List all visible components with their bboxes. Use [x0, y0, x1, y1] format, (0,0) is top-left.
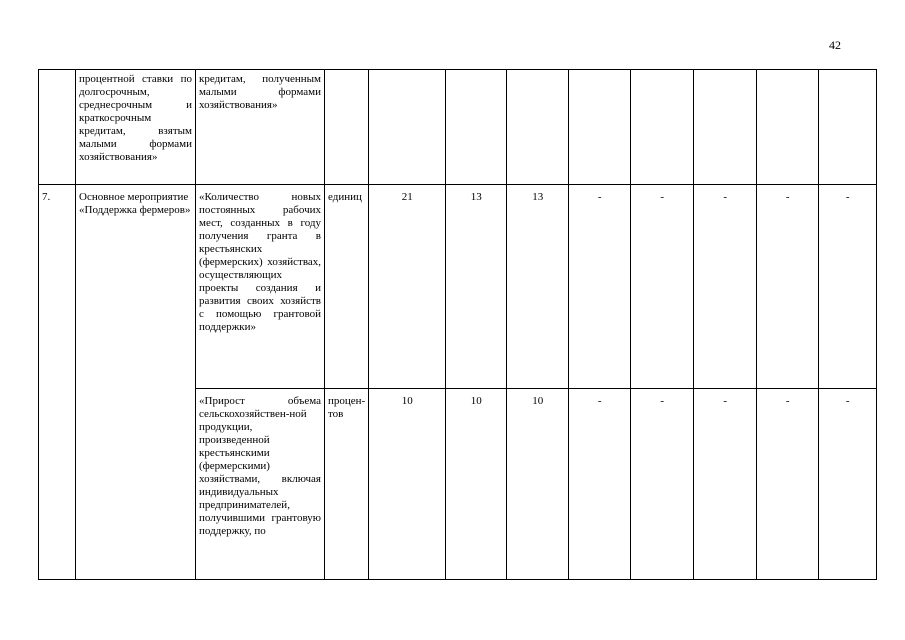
value-cell: -: [569, 185, 631, 389]
value-cell: [446, 70, 507, 185]
unit-cell: процен-тов: [325, 389, 369, 580]
value-cell: [507, 70, 569, 185]
value-cell: 10: [507, 389, 569, 580]
event-cell: процентной ставки по долгосрочным, среднесрочным и краткосрочным кредитам, взятым малыми формами хозяйствования»: [76, 70, 196, 185]
event-cell: Основное мероприятие «Поддержка фермеров»: [76, 185, 196, 580]
value-cell: -: [757, 389, 819, 580]
value-cell: [569, 70, 631, 185]
value-cell: -: [694, 389, 757, 580]
row-index-cell: 7.: [39, 185, 76, 580]
indicator-cell: «Прирост объема сельскохозяйствен-ной продукции, произведенной крестьянскими (фермерскими) хозяйствами, включая индивидуальных предпринимателей, получившими грантовую поддержку, по: [196, 389, 325, 580]
value-cell: [757, 70, 819, 185]
row-index-cell: [39, 70, 76, 185]
indicator-cell: кредитам, полученным малыми формами хозяйствования»: [196, 70, 325, 185]
value-cell: 21: [369, 185, 446, 389]
value-cell: 10: [369, 389, 446, 580]
value-cell: -: [819, 185, 877, 389]
table-row: [39, 185, 877, 389]
value-cell: -: [757, 185, 819, 389]
value-cell: [369, 70, 446, 185]
table-row: [39, 70, 877, 185]
value-cell: -: [631, 185, 694, 389]
value-cell: -: [694, 185, 757, 389]
page-number: 42: [829, 38, 841, 52]
value-cell: -: [569, 389, 631, 580]
value-cell: 13: [507, 185, 569, 389]
value-cell: 10: [446, 389, 507, 580]
value-cell: [694, 70, 757, 185]
value-cell: [631, 70, 694, 185]
value-cell: -: [819, 389, 877, 580]
value-cell: [819, 70, 877, 185]
indicator-cell: «Количество новых постоянных рабочих мест, созданных в году получения гранта в крестьянских (фермерских) хозяйствах, осуществляющих проекты создания и развития своих хозяйств с помощью грантовой поддержки»: [196, 185, 325, 389]
indicators-table: [38, 69, 877, 580]
unit-cell: единиц: [325, 185, 369, 389]
value-cell: 13: [446, 185, 507, 389]
unit-cell: [325, 70, 369, 185]
value-cell: -: [631, 389, 694, 580]
